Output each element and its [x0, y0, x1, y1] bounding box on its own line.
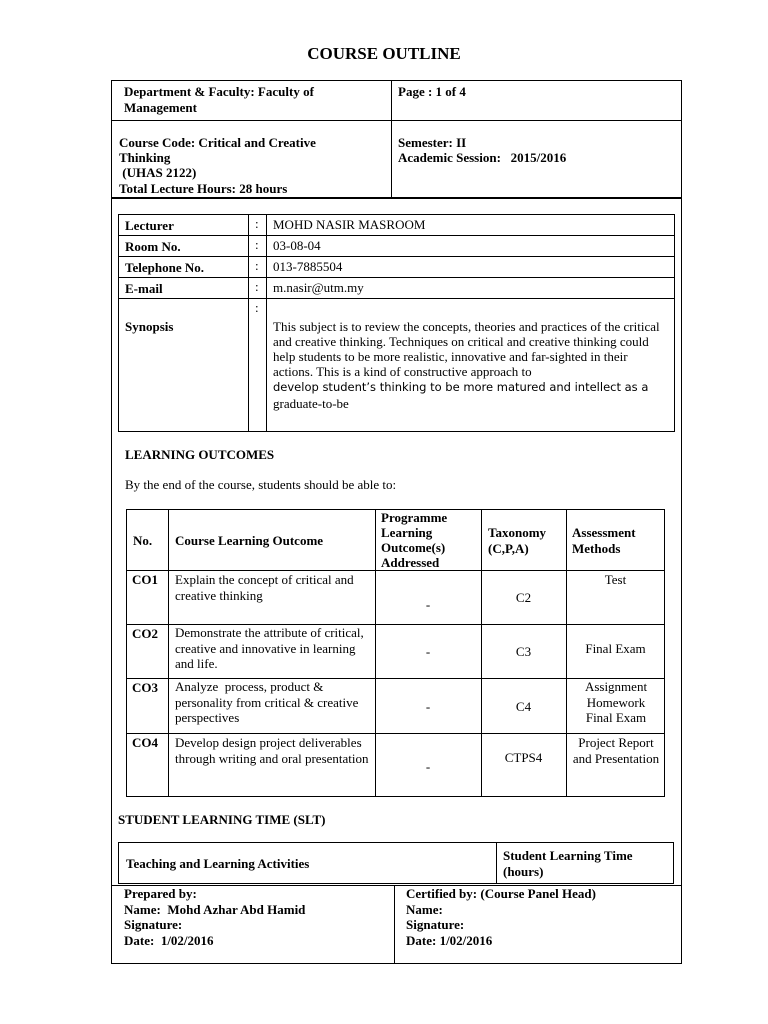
telephone-value: 013-7885504	[273, 259, 343, 274]
slt-col-hours: Student Learning Time (hours)	[503, 848, 633, 879]
synopsis-sep: :	[255, 300, 259, 315]
semester: Semester: II	[398, 135, 467, 150]
page-title: COURSE OUTLINE	[307, 44, 461, 63]
lecturer-label: Lecturer	[125, 218, 174, 233]
co4-taxonomy: CTPS4	[504, 750, 543, 765]
certified-by-label: Certified by: (Course Panel Head)	[406, 886, 596, 901]
co1-assessment: Test	[604, 572, 627, 587]
room-sep: :	[255, 237, 259, 252]
lo-header-plo: Programme Learning Outcome(s) Addressed	[381, 510, 448, 570]
co1-plo: -	[425, 597, 431, 612]
lo-header-assessment: Assessment Methods	[572, 525, 636, 556]
telephone-sep: :	[255, 258, 259, 273]
telephone-label: Telephone No.	[125, 260, 204, 275]
prepared-by-date: Date: 1/02/2016	[124, 933, 214, 948]
academic-session: Academic Session: 2015/2016	[398, 150, 567, 165]
total-lecture-hours: Total Lecture Hours: 28 hours	[119, 181, 288, 196]
co2-outcome: Demonstrate the attribute of critical, creative and innovative in learning and life.	[175, 625, 364, 671]
department-faculty: Department & Faculty: Faculty of Management	[124, 84, 314, 115]
co2-no: CO2	[132, 626, 158, 641]
co4-plo: -	[425, 759, 431, 774]
co2-assessment: Final Exam	[585, 641, 646, 656]
lecturer-value: MOHD NASIR MASROOM	[273, 217, 426, 232]
course-code-line1: Course Code: Critical and Creative	[119, 135, 316, 150]
synopsis-label: Synopsis	[125, 319, 174, 334]
co3-assessment: Assignment Homework Final Exam	[584, 679, 648, 725]
slt-col-activities: Teaching and Learning Activities	[126, 856, 310, 871]
synopsis-text-2: develop student’s thinking to be more matured and intellect as a	[273, 380, 649, 394]
co4-no: CO4	[132, 735, 158, 750]
lo-header-taxonomy: Taxonomy (C,P,A)	[488, 525, 547, 556]
co1-outcome: Explain the concept of critical and creative thinking	[175, 572, 354, 603]
email-sep: :	[255, 279, 259, 294]
lo-header-no: No.	[133, 533, 153, 548]
co3-plo: -	[425, 699, 431, 714]
slt-heading: STUDENT LEARNING TIME (SLT)	[118, 812, 326, 827]
prepared-by-signature: Signature:	[124, 917, 183, 932]
co2-taxonomy: C3	[515, 644, 532, 659]
co4-assessment: Project Report and Presentation	[572, 735, 660, 766]
learning-outcomes-heading: LEARNING OUTCOMES	[125, 447, 275, 462]
prepared-by-label: Prepared by:	[124, 886, 197, 901]
room-label: Room No.	[125, 239, 181, 254]
course-code-line3: (UHAS 2122)	[119, 165, 197, 180]
prepared-by-name: Name: Mohd Azhar Abd Hamid	[124, 902, 306, 917]
co2-plo: -	[425, 644, 431, 659]
learning-outcomes-intro: By the end of the course, students should be able to:	[125, 477, 397, 492]
course-code-line2: Thinking	[119, 150, 171, 165]
lecturer-sep: :	[255, 216, 259, 231]
co3-outcome: Analyze process, product & personality from critical & creative perspectives	[175, 679, 362, 725]
certified-by-name: Name:	[406, 902, 443, 917]
co1-no: CO1	[132, 572, 158, 587]
lo-header-clo: Course Learning Outcome	[175, 533, 324, 548]
room-value: 03-08-04	[273, 238, 321, 253]
co4-outcome: Develop design project deliverables through writing and oral presentation	[175, 735, 369, 766]
synopsis-text-3: graduate-to-be	[273, 396, 349, 411]
co1-taxonomy: C2	[515, 590, 532, 605]
certified-by-date: Date: 1/02/2016	[406, 933, 493, 948]
email-value[interactable]: m.nasir@utm.my	[273, 280, 364, 295]
co3-no: CO3	[132, 680, 158, 695]
email-label: E-mail	[125, 281, 163, 296]
synopsis-text: This subject is to review the concepts, theories and practices of the critical and creative thinking. Techniques on critical and creative thinking could help students to be more realistic, innovative and far-sighted in their actions. This is a kind of constructive approach to	[273, 319, 660, 379]
co3-taxonomy: C4	[515, 699, 532, 714]
page-number: Page : 1 of 4	[398, 84, 466, 99]
certified-by-signature: Signature:	[406, 917, 465, 932]
